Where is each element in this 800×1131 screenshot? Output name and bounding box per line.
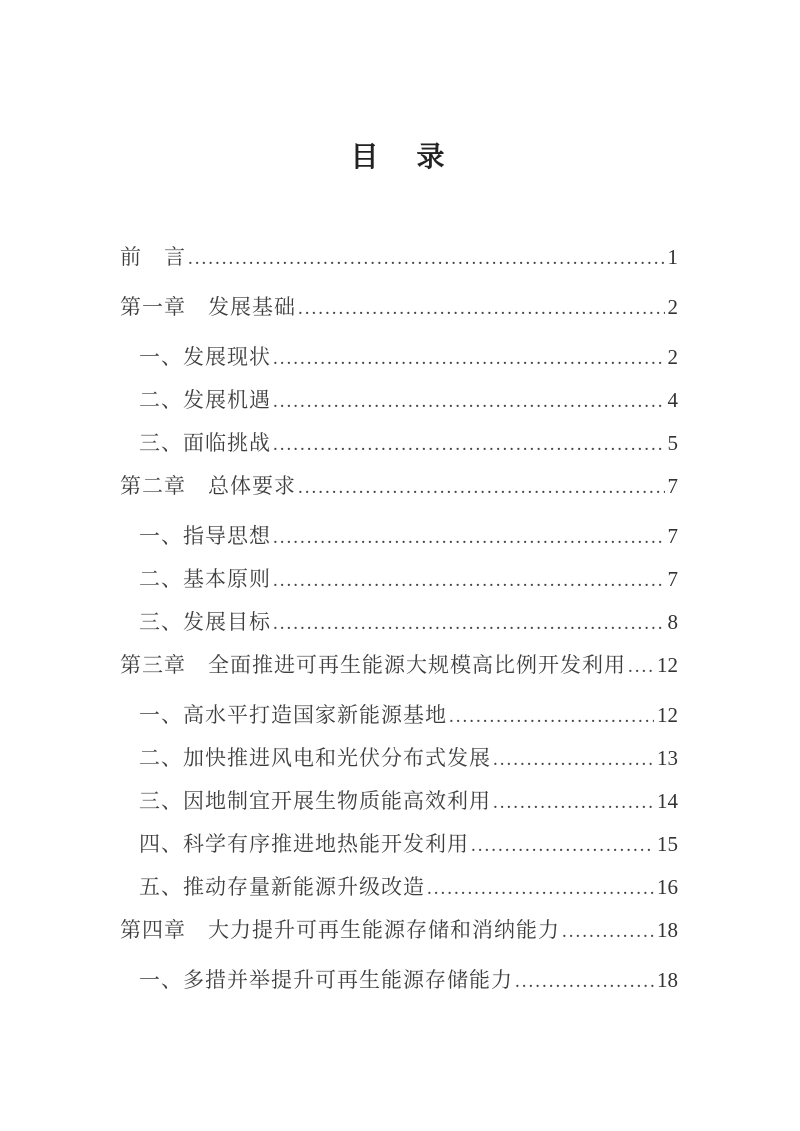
dot-leader [515,969,654,993]
toc-entry-label: 前 言 [120,245,186,269]
dot-leader [273,346,665,370]
toc-entry-label: 一、高水平打造国家新能源基地 [139,703,447,727]
toc-entry [120,475,678,497]
toc-entry [120,833,678,855]
toc-entry-label: 三、面临挑战 [139,431,271,455]
toc-entry [120,790,678,812]
toc-entry-page: 15 [657,832,678,856]
dot-leader [273,568,665,592]
dot-leader [188,246,665,270]
toc-entry [120,704,678,726]
toc-entry [120,346,678,368]
toc-entry-label: 第二章 总体要求 [120,474,296,498]
dot-leader [493,747,654,771]
toc-entry-label: 一、发展现状 [139,345,271,369]
toc-entry [120,389,678,411]
dot-leader [298,296,665,320]
dot-leader [427,876,654,900]
toc-entry-label: 四、科学有序推进地热能开发利用 [139,832,469,856]
toc-entry-page: 1 [667,245,678,269]
toc-entry-label: 第三章 全面推进可再生能源大规模高比例开发利用 [120,653,626,677]
dot-leader [628,654,654,678]
dot-leader [493,790,654,814]
toc-entry-page: 16 [657,875,678,899]
dot-leader [562,919,654,943]
toc-entry-page: 12 [657,703,678,727]
dot-leader [298,475,665,499]
toc-entry-page: 5 [667,431,678,455]
toc-entry-page: 18 [657,968,678,992]
dot-leader [449,704,654,728]
toc-entry-page: 2 [667,345,678,369]
table-of-contents [120,246,678,991]
toc-entry-page: 7 [667,474,678,498]
toc-entry-label: 一、指导思想 [139,524,271,548]
toc-entry-label: 五、推动存量新能源升级改造 [139,875,425,899]
toc-entry-label: 二、基本原则 [139,567,271,591]
toc-entry-label: 二、加快推进风电和光伏分布式发展 [139,746,491,770]
toc-entry-page: 18 [657,918,678,942]
toc-entry-page: 13 [657,746,678,770]
toc-entry [120,747,678,769]
toc-entry-page: 12 [657,653,678,677]
dot-leader [273,432,665,456]
toc-entry [120,611,678,633]
dot-leader [273,389,665,413]
toc-entry [120,919,678,941]
toc-entry-page: 7 [667,567,678,591]
dot-leader [471,833,654,857]
toc-entry-page: 14 [657,789,678,813]
toc-entry-page: 8 [667,610,678,634]
toc-entry [120,876,678,898]
dot-leader [273,611,665,635]
toc-entry-label: 第一章 发展基础 [120,295,296,319]
toc-entry-page: 4 [667,388,678,412]
toc-entry [120,432,678,454]
toc-entry [120,568,678,590]
toc-entry [120,296,678,318]
toc-entry-page: 7 [667,524,678,548]
toc-entry-label: 三、发展目标 [139,610,271,634]
toc-entry-label: 第四章 大力提升可再生能源存储和消纳能力 [120,918,560,942]
toc-entry-label: 二、发展机遇 [139,388,271,412]
toc-entry [120,654,678,676]
toc-entry [120,525,678,547]
dot-leader [273,525,665,549]
toc-entry-page: 2 [667,295,678,319]
toc-entry [120,969,678,991]
toc-entry-label: 三、因地制宜开展生物质能高效利用 [139,789,491,813]
page-title: 目 录 [350,141,450,172]
toc-entry [120,246,678,268]
toc-entry-label: 一、多措并举提升可再生能源存储能力 [139,968,513,992]
